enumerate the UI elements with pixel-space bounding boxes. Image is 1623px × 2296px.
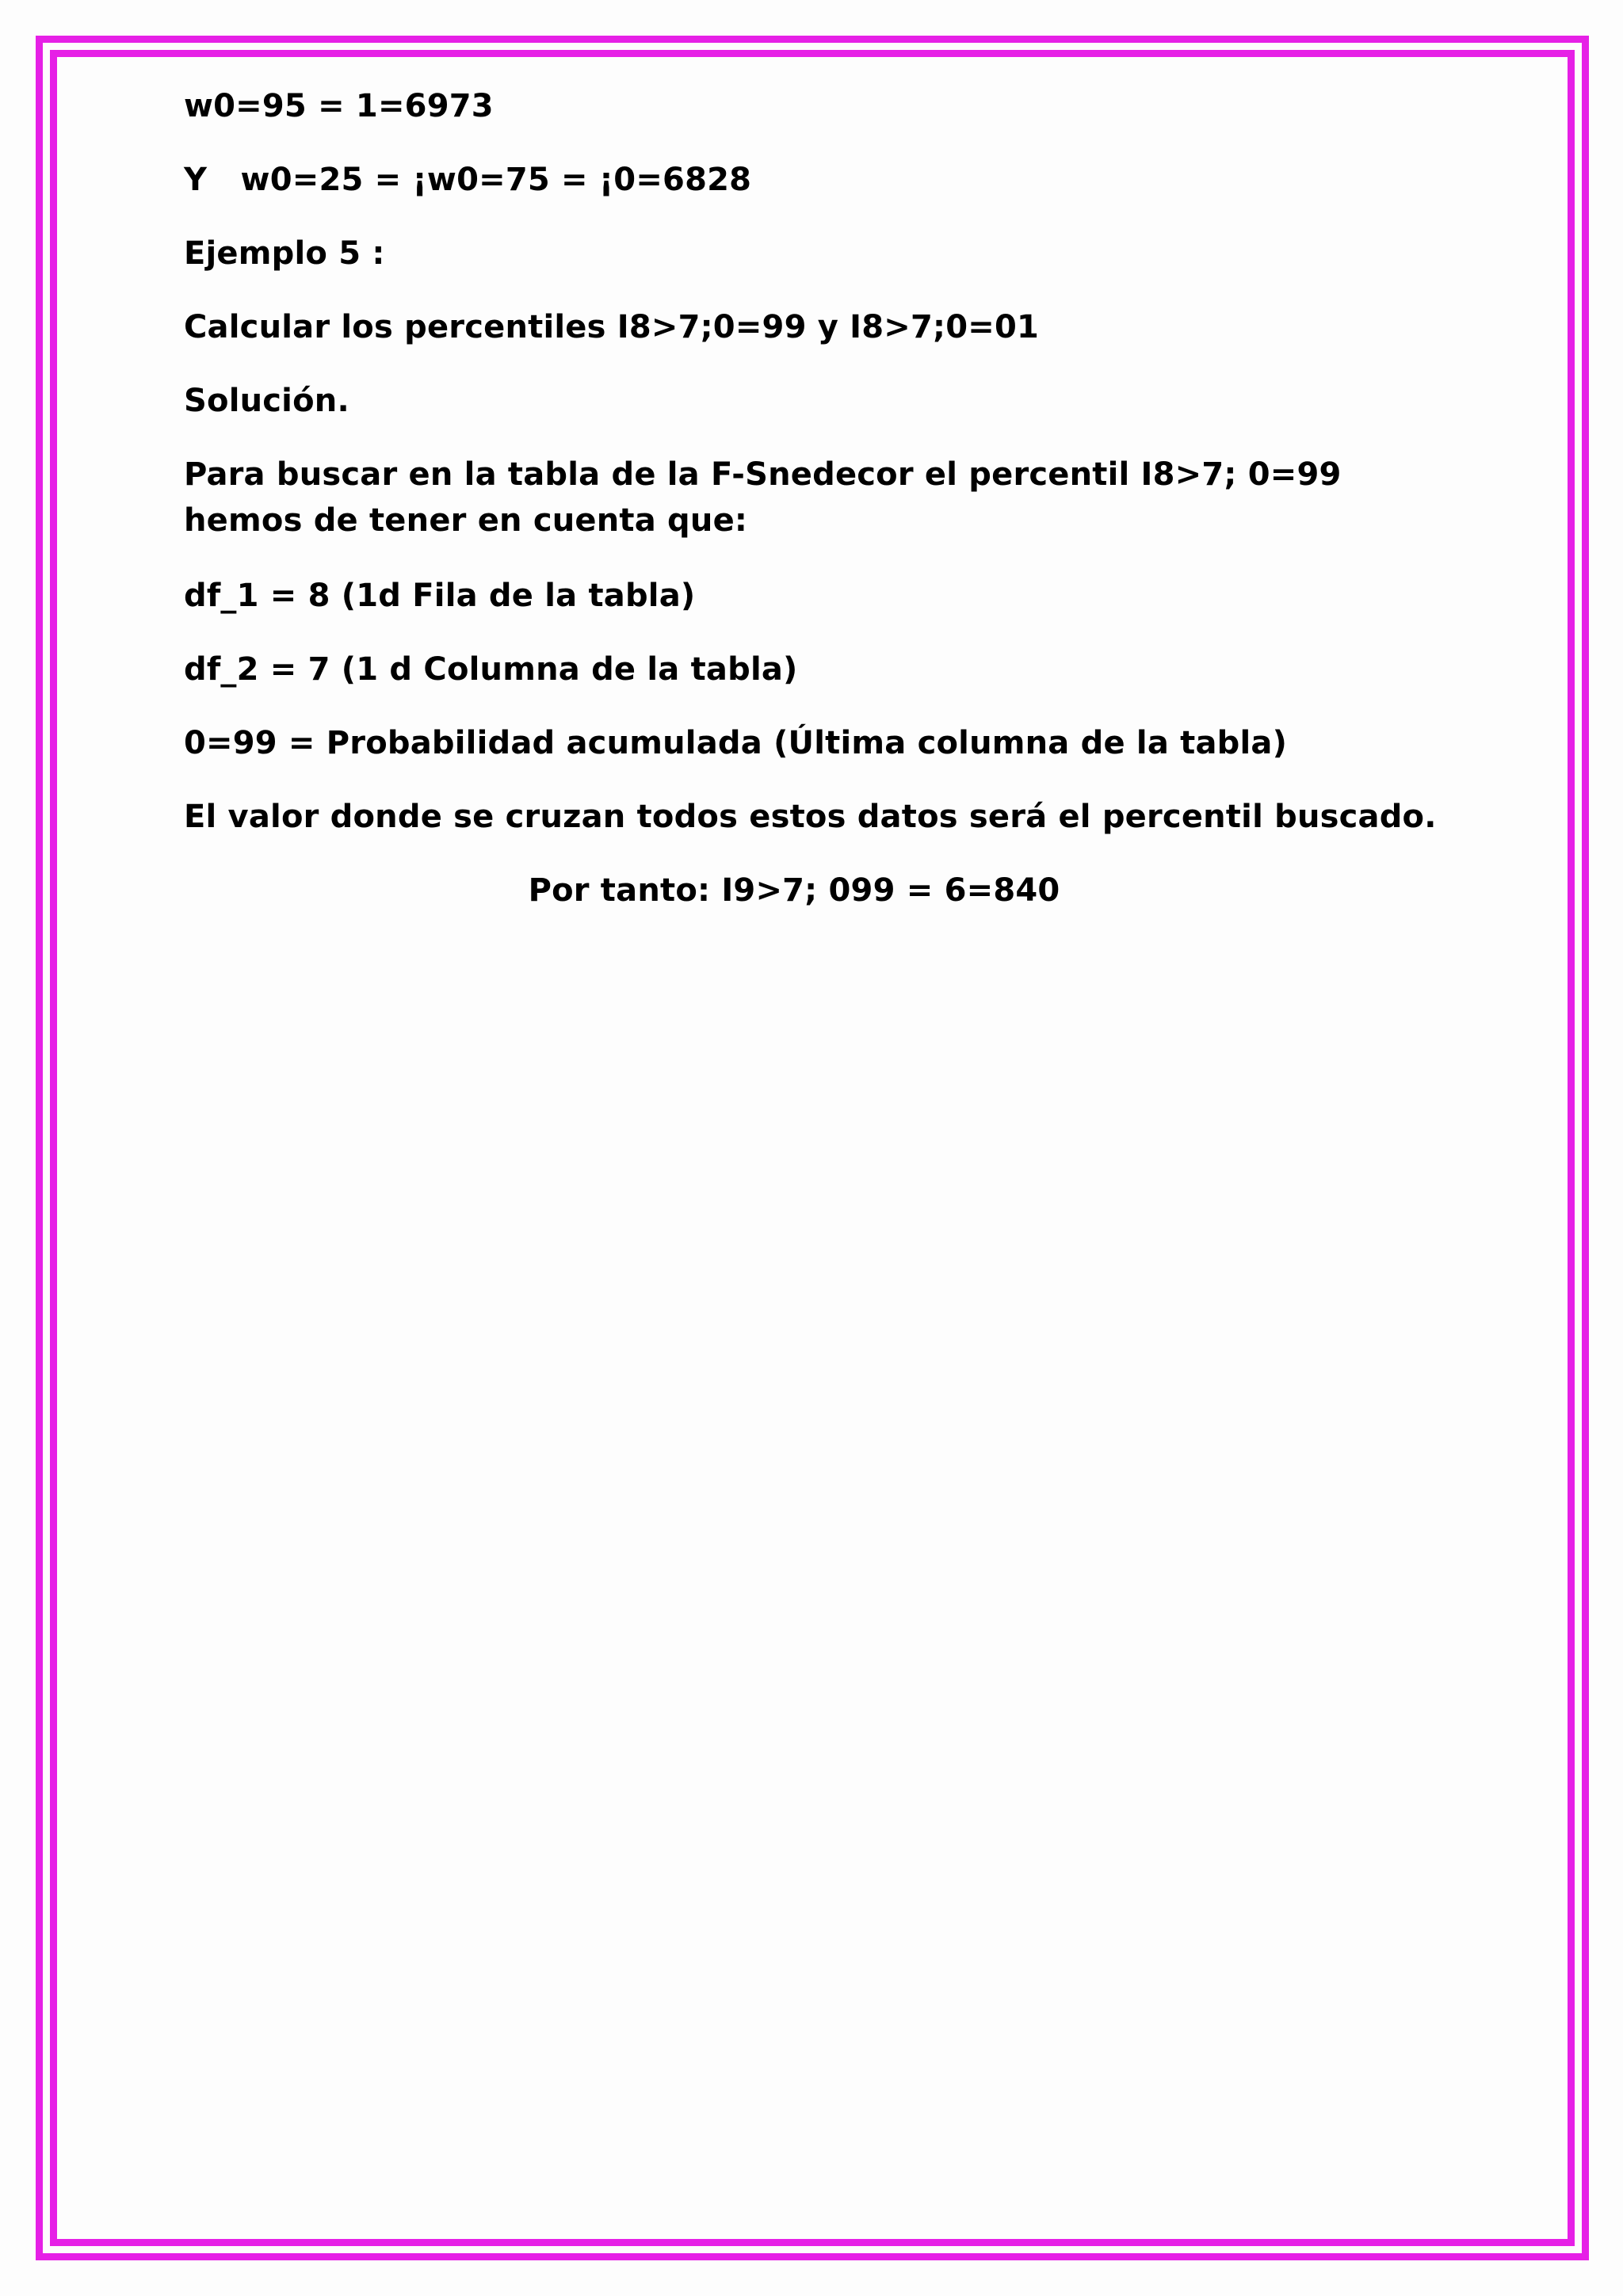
text-line-1: w0=95 = 1=6973 [184, 88, 494, 124]
solution-heading: Solución. [184, 383, 349, 419]
df2-line: df_2 = 7 (1 d Columna de la tabla) [184, 651, 798, 688]
probability-line: 0=99 = Probabilidad acumulada (Última columna de la tabla) [184, 725, 1288, 761]
df1-line: df_1 = 8 (1d Fila de la tabla) [184, 578, 696, 614]
conclusion-line: El valor donde se cruzan todos estos datos será el percentil buscado. [184, 799, 1437, 835]
task-statement: Calcular los percentiles I8>7;0=99 y I8>7;0=01 [184, 309, 1040, 345]
example-heading: Ejemplo 5 : [184, 235, 385, 272]
text-line-2: Y w0=25 = ¡w0=75 = ¡0=6828 [184, 162, 752, 198]
result-line: Por tanto: I9>7; 099 = 6=840 [528, 872, 1060, 909]
explanation-paragraph: Para buscar en la tabla de la F-Snedecor el percentil I8>7; 0=99 hemos de tener en cuenta que: [184, 456, 1342, 539]
